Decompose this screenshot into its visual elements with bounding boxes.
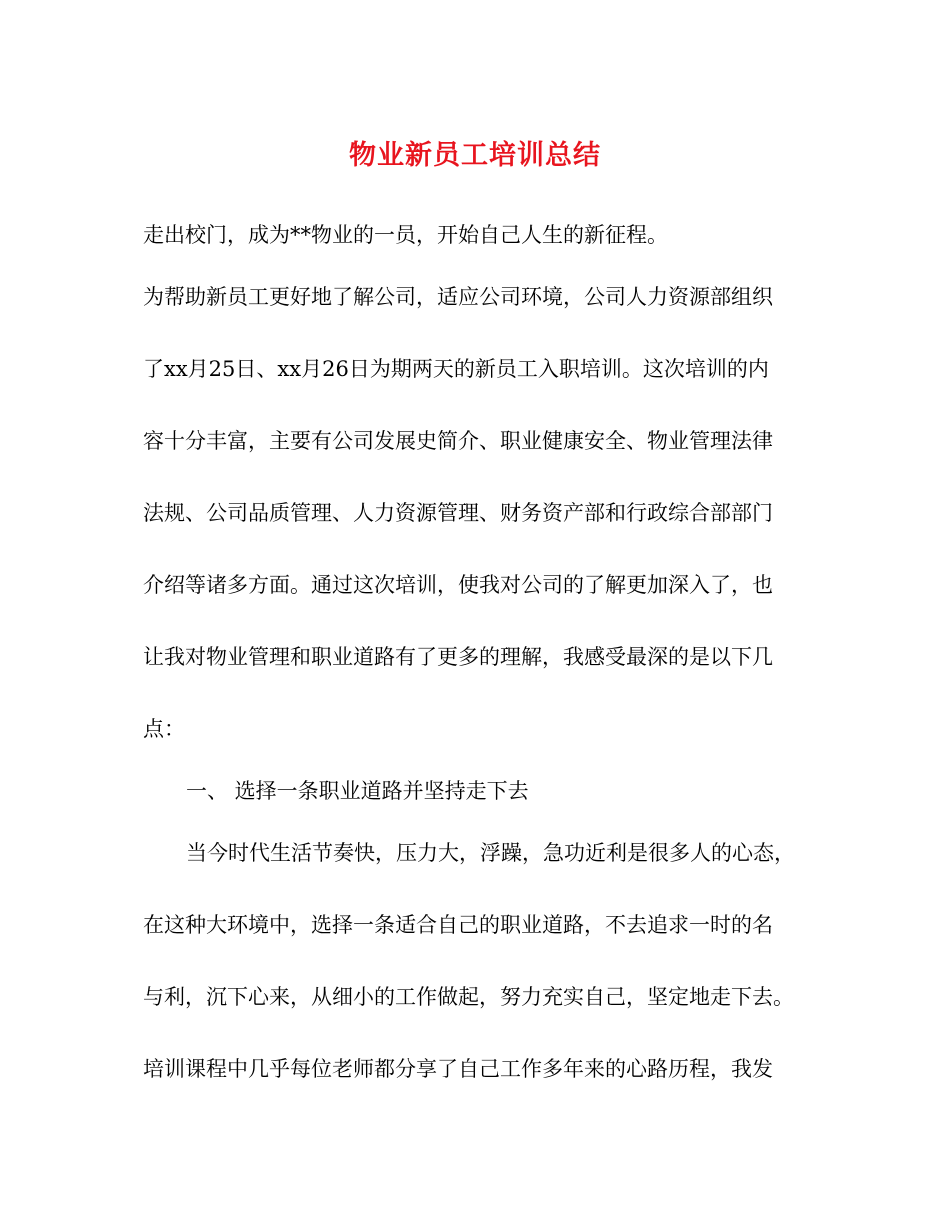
paragraph-line: 介绍等诸多方面。通过这次培训，使我对公司的了解更加深入了，也 [143,573,773,597]
section-heading: 一、 选择一条职业道路并坚持走下去 [186,779,529,803]
paragraph-line: 点： [143,717,185,741]
paragraph-line: 了xx月25日、xx月26日为期两天的新员工入职培训。这次培训的内 [143,357,769,381]
document-title: 物业新员工培训总结 [349,140,601,171]
paragraph-line: 在这种大环境中，选择一条适合自己的职业道路，不去追求一时的名 [143,913,773,937]
paragraph-line: 法规、公司品质管理、人力资源管理、财务资产部和行政综合部部门 [143,501,773,525]
paragraph-line: 培训课程中几乎每位老师都分享了自己工作多年来的心路历程，我发 [143,1057,773,1081]
paragraph-line: 与利，沉下心来，从细小的工作做起，努力充实自己，坚定地走下去。 [143,985,794,1009]
paragraph-line: 为帮助新员工更好地了解公司，适应公司环境，公司人力资源部组织 [143,285,773,309]
paragraph-line: 让我对物业管理和职业道路有了更多的理解，我感受最深的是以下几 [143,645,773,669]
paragraph-line: 当今时代生活节奏快，压力大，浮躁，急功近利是很多人的心态， [186,841,795,865]
paragraph-line: 容十分丰富，主要有公司发展史简介、职业健康安全、物业管理法律 [143,429,773,453]
paragraph-line: 走出校门，成为**物业的一员，开始自己人生的新征程。 [143,223,668,247]
